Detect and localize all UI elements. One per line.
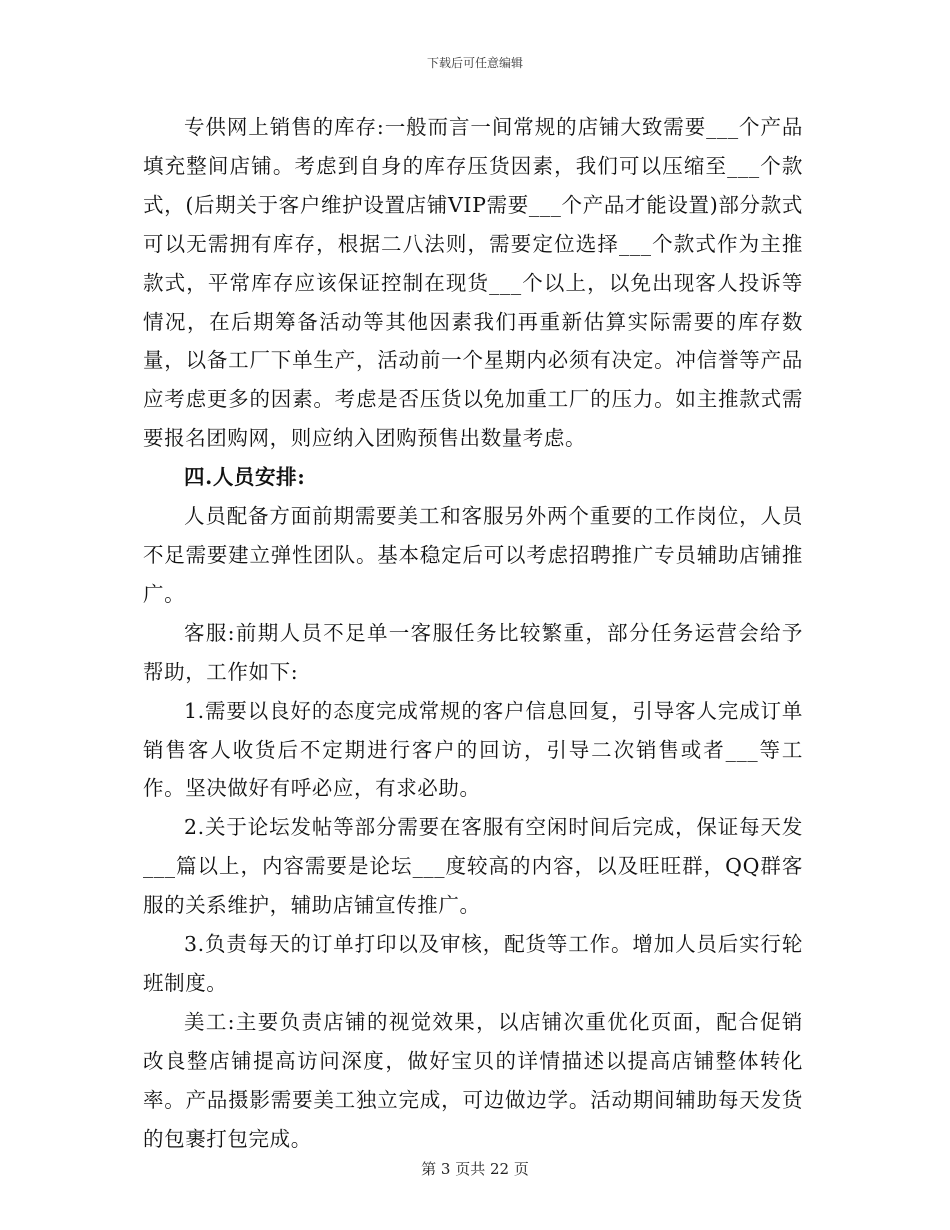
paragraph-duty-2: 2.关于论坛发帖等部分需要在客服有空闲时间后完成，保证每天发___篇以上，内容需要是论坛___度较高的内容，以及旺旺群，QQ群客服的关系维护，辅助店铺宣传推广。	[143, 815, 803, 918]
paragraph-staffing-intro: 人员配备方面前期需要美工和客服另外两个重要的工作岗位，人员不足需要建立弹性团队。基本稳定后可以考虑招聘推广专员辅助店铺推广。	[143, 504, 803, 606]
page-number: 第 3 页共 22 页	[421, 1160, 529, 1178]
paragraph-inventory: 专供网上销售的库存:一般而言一间常规的店铺大致需要___个产品填充整间店铺。考虑到自身的库存压货因素，我们可以压缩至___个款式，(后期关于客户维护设置店铺VIP需要___个产品才能设置)部分款式可以无需拥有库存，根据二八法则，需要定位选择___个款式作为主推款式，平常库存应该保证控制在现货___个以上，以免出现客人投诉等情况，在后期筹备活动等其他因素我们再重新估算实际需要的库存数量，以备工厂下单生产，活动前一个星期内必须有决定。冲信誉等产品应考虑更多的因素。考虑是否压货以免加重工厂的压力。如主推款式需要报名团购网，则应纳入团购预售出数量考虑。	[143, 115, 803, 451]
paragraph-customer-service: 客服:前期人员不足单一客服任务比较繁重，部分任务运营会给予帮助，工作如下:	[143, 620, 803, 684]
paragraph-designer: 美工:主要负责店铺的视觉效果，以店铺次重优化页面，配合促销改良整店铺提高访问深度，做好宝贝的详情描述以提高店铺整体转化率。产品摄影需要美工独立完成，可边做边学。活动期间辅助每天发货的包裹打包完成。	[143, 1009, 803, 1151]
document-body	[143, 108, 803, 1158]
section-heading-staffing: 四.人员安排:	[184, 465, 306, 490]
paragraph-duty-1: 1.需要以良好的态度完成常规的客户信息回复，引导客人完成订单销售客人收货后不定期进行客户的回访，引导二次销售或者___等工作。坚决做好有呼必应，有求必助。	[143, 698, 803, 801]
paragraph-duty-3: 3.负责每天的订单打印以及审核，配货等工作。增加人员后实行轮班制度。	[143, 932, 803, 995]
page-header: 下载后可任意编辑	[426, 56, 523, 70]
